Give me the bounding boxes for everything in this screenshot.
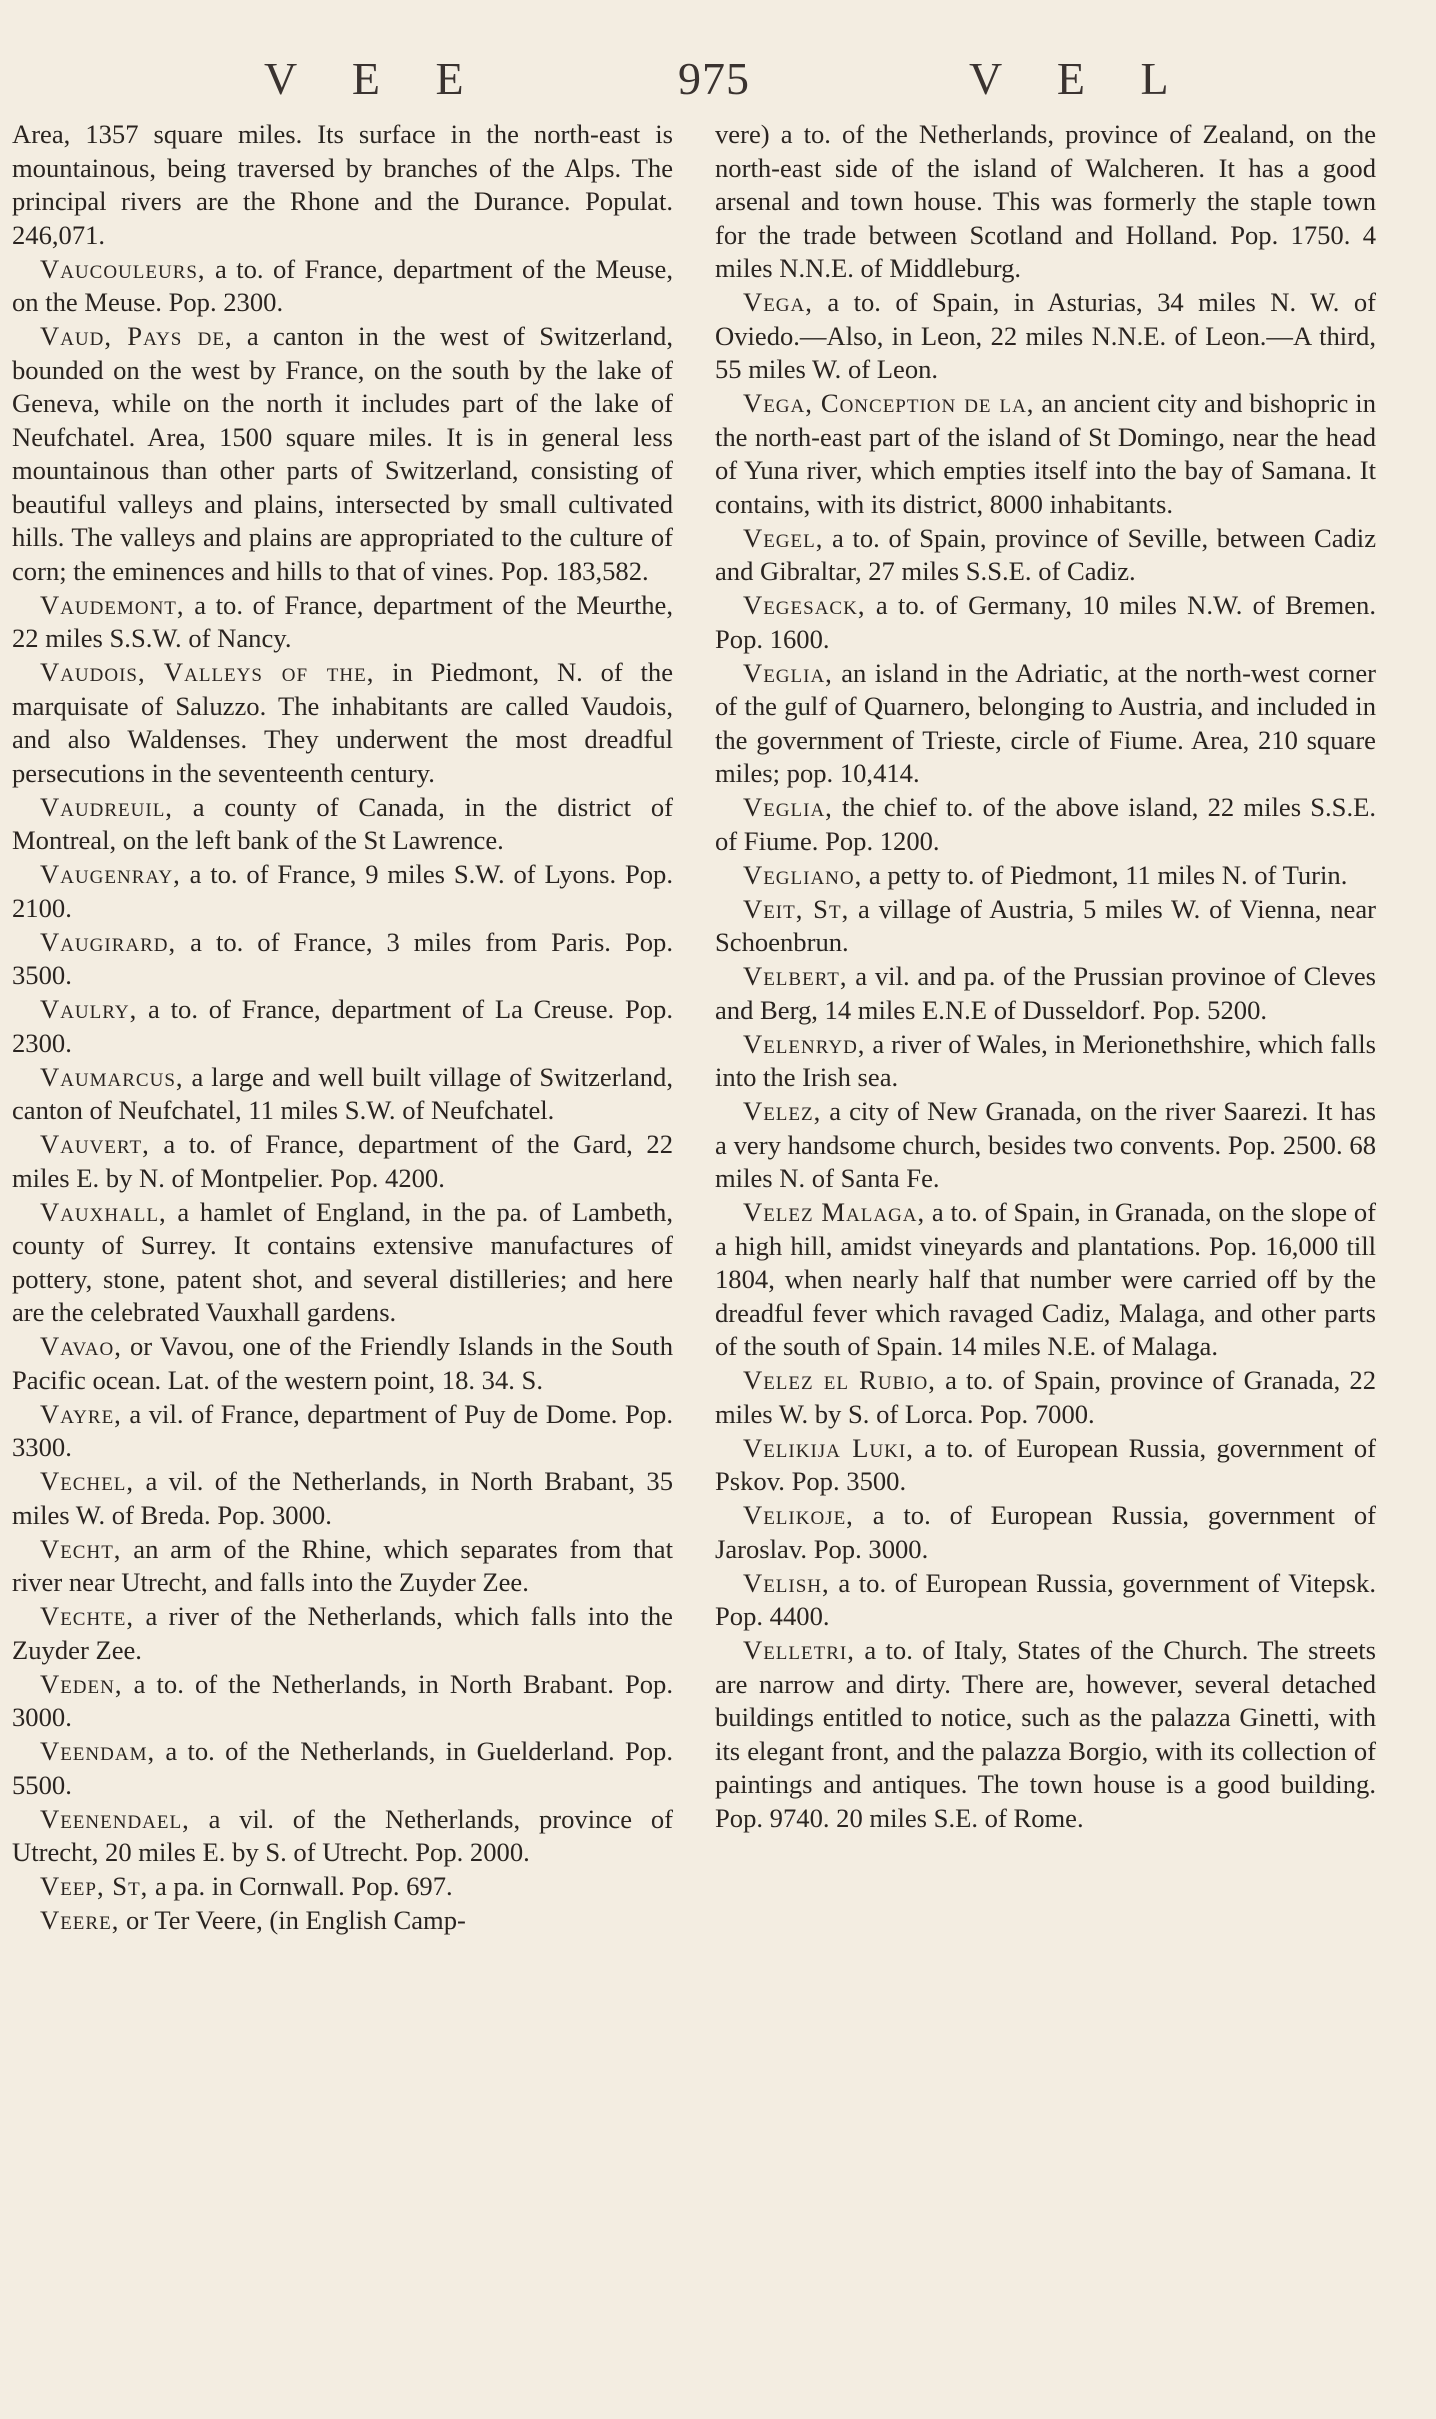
entry-text: or Ter Veere, (in English Camp-: [119, 1905, 466, 1935]
entry-headword: Veendam,: [40, 1736, 156, 1766]
entry-text: a vil. of the Netherlands, in North Brabant, 35 miles W. of Breda. Pop. 3000.: [12, 1466, 673, 1530]
gazetteer-entry: [12, 1735, 673, 1802]
entry-headword: Vaudreuil,: [40, 791, 173, 822]
entry-text: a to. of France, 9 miles S.W. of Lyons. Pop. 2100.: [12, 859, 673, 923]
entry-headword: Vaudemont,: [40, 589, 185, 620]
entry-text: a to. of Spain, in Asturias, 34 miles N. W. of Oviedo.—Also, in Leon, 22 miles N.N.E. of Leon.—A third, 55 miles W. of Leon.: [715, 287, 1376, 384]
entry-text: a river of Wales, in Merionethshire, which falls into the Irish sea.: [715, 1028, 1376, 1092]
entry-headword: Vegliano,: [743, 859, 863, 890]
gazetteer-entry: [715, 893, 1376, 960]
entry-text: vere) a to. of the Netherlands, province of Zealand, on the north-east side of the island of Walcheren. It has a good arsenal and town house. This was formerly the staple town for the trade between Scotland and Holland. Pop. 1750. 4 miles N.N.E. of Middleburg.: [715, 119, 1376, 283]
entry-headword: Vega, Conception de la,: [743, 388, 1035, 418]
entry-headword: Veere,: [40, 1905, 120, 1935]
entry-text: the chief to. of the above island, 22 miles S.S.E. of Fiume. Pop. 1200.: [715, 792, 1376, 856]
entry-text: a vil. and pa. of the Prussian provinoe of Cleves and Berg, 14 miles E.N.E of Dusseldorf. Pop. 5200.: [715, 961, 1376, 1025]
entry-headword: Vechte,: [40, 1601, 135, 1631]
entry-text: a to. of the Netherlands, in North Brabant. Pop. 3000.: [12, 1668, 673, 1732]
entry-text: a to. of the Netherlands, in Guelderland. Pop. 5500.: [12, 1736, 673, 1800]
entry-text: a to. of European Russia, government of Jaroslav. Pop. 3000.: [715, 1500, 1376, 1564]
entry-headword: Velikija Luki,: [743, 1432, 914, 1463]
entry-text: an island in the Adriatic, at the north-west corner of the gulf of Quarnero, belonging to Austria, and included in the government of Trieste, circle of Fiume. Area, 210 square miles; pop. 10,414.: [715, 657, 1376, 788]
entry-headword: Vauxhall,: [40, 1196, 167, 1227]
entry-headword: Velletri,: [743, 1635, 855, 1665]
entry-text: Area, 1357 square miles. Its surface in the north-east is mountainous, being traversed by branches of the Alps. The principal rivers are the Rhone and the Durance. Populat. 246,071.: [12, 119, 673, 250]
entry-headword: Vaudois, Valleys of the,: [40, 657, 375, 687]
entry-headword: Vaucouleurs,: [40, 253, 206, 284]
entry-text: a to. of European Russia, government of Pskov. Pop. 3500.: [715, 1432, 1376, 1496]
header-right-guide: V E L: [969, 53, 1173, 104]
gazetteer-entry: [12, 1398, 673, 1465]
entry-headword: Vaud, Pays de,: [40, 321, 233, 351]
entry-text: a large and well built village of Switzerland, canton of Neufchatel, 11 miles S.W. of Neufchatel.: [12, 1061, 673, 1125]
page-number: 975: [678, 53, 750, 104]
gazetteer-entry: [12, 926, 673, 993]
entry-headword: Velenryd,: [743, 1028, 866, 1059]
gazetteer-entry: [12, 1600, 673, 1667]
gazetteer-entry: [12, 253, 673, 320]
gazetteer-entry: [715, 1364, 1376, 1431]
gazetteer-entry: [12, 1803, 673, 1870]
gazetteer-entry: [715, 286, 1376, 387]
entry-headword: Velish,: [743, 1567, 830, 1598]
gazetteer-entry: [12, 1330, 673, 1397]
entry-text: a to. of European Russia, government of Vitepsk. Pop. 4400.: [715, 1567, 1376, 1631]
left-column: [12, 118, 673, 1938]
gazetteer-entry: [12, 589, 673, 656]
entry-headword: Velbert,: [743, 961, 848, 991]
entry-headword: Veglia,: [743, 792, 833, 822]
entry-headword: Vaugenray,: [40, 859, 181, 889]
entry-text: a vil. of the Netherlands, province of Utrecht, 20 miles E. by S. of Utrecht. Pop. 2000.: [12, 1803, 673, 1867]
gazetteer-entry: [715, 1499, 1376, 1566]
entry-text: a to. of France, department of the Meuse, on the Meuse. Pop. 2300.: [12, 253, 673, 317]
gazetteer-entry: [715, 1432, 1376, 1499]
running-header: [12, 52, 1376, 106]
gazetteer-entry: [12, 1870, 673, 1904]
gazetteer-entry: [715, 859, 1376, 893]
entry-text: a to. of France, department of La Creuse. Pop. 2300.: [12, 994, 673, 1058]
gazetteer-entry: [715, 1196, 1376, 1364]
entry-text: a to. of Spain, province of Granada, 22 miles W. by S. of Lorca. Pop. 7000.: [715, 1365, 1377, 1429]
entry-headword: Vauvert,: [40, 1129, 150, 1159]
entry-headword: Vegesack,: [743, 590, 866, 620]
entry-text: a canton in the west of Switzerland, bounded on the west by France, on the south by the lake of Geneva, while on the north it includes part of the lake of Neufchatel. Area, 1500 square miles. It is in general less mountainous than other parts of Switzerland, consisting of beautiful valleys and plains, intersected by small cultivated hills. The valleys and plains are appropriated to the culture of corn; the eminences and hills to that of vines. Pop. 183,582.: [12, 321, 673, 586]
gazetteer-entry: [12, 1196, 673, 1330]
right-column: [715, 118, 1376, 1938]
entry-headword: Vaugirard,: [40, 926, 177, 957]
entry-text: a pa. in Cornwall. Pop. 697.: [148, 1871, 453, 1901]
gazetteer-entry: [12, 1668, 673, 1735]
entry-headword: Vecht,: [40, 1533, 122, 1564]
entry-text: a to. of France, department of the Meurthe, 22 miles S.S.W. of Nancy.: [12, 589, 673, 653]
entry-text: a petty to. of Piedmont, 11 miles N. of Turin.: [862, 859, 1348, 890]
entry-headword: Veenendael,: [40, 1803, 190, 1834]
gazetteer-entry: [12, 791, 673, 858]
entry-text: a county of Canada, in the district of Montreal, on the left bank of the St Lawrence.: [12, 791, 673, 855]
gazetteer-entry: [12, 1465, 673, 1532]
entry-headword: Vaumarcus,: [40, 1061, 184, 1092]
gazetteer-entry: [715, 1634, 1376, 1835]
entry-headword: Veep, St,: [40, 1871, 149, 1901]
entry-text: a to. of Spain, province of Seville, between Cadiz and Gibraltar, 27 miles S.S.E. of Cadiz.: [715, 522, 1376, 586]
header-left-guide: V E E: [264, 53, 468, 104]
entry-text: a to. of France, department of the Gard, 22 miles E. by N. of Montpelier. Pop. 4200.: [12, 1129, 673, 1193]
gazetteer-entry: [12, 1128, 673, 1195]
entry-headword: Vaulry,: [40, 994, 138, 1024]
gazetteer-entry: [12, 993, 673, 1060]
entry-headword: Velez Malaga,: [743, 1197, 926, 1227]
gazetteer-entry: [12, 320, 673, 588]
entry-headword: Velez el Rubio,: [743, 1365, 936, 1395]
entry-headword: Vega,: [743, 287, 813, 317]
entry-headword: Veden,: [40, 1668, 123, 1699]
gazetteer-entry: [12, 1533, 673, 1600]
entry-text: in Piedmont, N. of the marquisate of Saluzzo. The inhabitants are called Vaudois, and also Waldenses. They underwent the most dreadful persecutions in the seventeenth century.: [12, 657, 673, 788]
entry-headword: Vayre,: [40, 1398, 122, 1429]
entry-headword: Veit, St,: [743, 893, 850, 924]
entry-headword: Velez,: [743, 1096, 822, 1126]
entry-text: a city of New Granada, on the river Saarezi. It has a very handsome church, besides two convents. Pop. 2500. 68 miles N. of Santa Fe.: [715, 1096, 1376, 1193]
gazetteer-entry: [715, 1095, 1376, 1196]
gazetteer-entry: [12, 1904, 673, 1938]
entry-headword: Vegel,: [743, 522, 824, 553]
entry-text: a to. of Germany, 10 miles N.W. of Bremen. Pop. 1600.: [715, 590, 1376, 654]
gazetteer-entry: [715, 589, 1376, 656]
gazetteer-entry: [715, 1567, 1376, 1634]
entry-text: a hamlet of England, in the pa. of Lambeth, county of Surrey. It contains extensive manufactures of pottery, stone, patent shot, and several distilleries; and here are the celebrated Vauxhall gardens.: [12, 1196, 673, 1327]
text-columns: [12, 118, 1376, 1938]
gazetteer-entry: [12, 1061, 673, 1128]
gazetteer-entry: [12, 656, 673, 790]
gazetteer-entry: [12, 858, 673, 925]
gazetteer-entry: [715, 657, 1376, 791]
entry-headword: Velikoje,: [743, 1500, 854, 1530]
entry-text: a to. of Spain, in Granada, on the slope of a high hill, amidst vineyards and plantations. Pop. 16,000 till 1804, when nearly half that number were carried off by the dreadful fever which ravaged Cadiz, Malaga, and other parts of the south of Spain. 14 miles N.E. of Malaga.: [715, 1197, 1376, 1361]
entry-headword: Vavao,: [40, 1331, 122, 1361]
entry-text: a village of Austria, 5 miles W. of Vienna, near Schoenbrun.: [715, 893, 1376, 957]
entry-text: a river of the Netherlands, which falls into the Zuyder Zee.: [12, 1601, 673, 1665]
gazetteer-entry: [715, 522, 1376, 589]
gazetteer-entry: [715, 387, 1376, 521]
gazetteer-entry: [715, 791, 1376, 858]
gazetteer-entry: [715, 960, 1376, 1027]
gazetteer-entry: [715, 118, 1376, 286]
entry-headword: Veglia,: [743, 657, 833, 688]
entry-headword: Vechel,: [40, 1466, 135, 1496]
entry-text: or Vavou, one of the Friendly Islands in the South Pacific ocean. Lat. of the western point, 18. 34. S.: [12, 1331, 673, 1395]
entry-text: a to. of Italy, States of the Church. The streets are narrow and dirty. There are, however, several detached buildings entitled to notice, such as the palazza Ginetti, with its elegant front, and the palazza Borgio, with its collection of paintings and antiques. The town house is a good building. Pop. 9740. 20 miles S.E. of Rome.: [715, 1635, 1376, 1833]
entry-text: an ancient city and bishopric in the north-east part of the island of St Domingo, near the head of Yuna river, which empties itself into the bay of Samana. It contains, with its district, 8000 inhabitants.: [715, 388, 1376, 519]
entry-text: an arm of the Rhine, which separates from that river near Utrecht, and falls into the Zuyder Zee.: [12, 1533, 673, 1597]
gazetteer-entry: [12, 118, 673, 252]
gazetteer-entry: [715, 1028, 1376, 1095]
entry-text: a to. of France, 3 miles from Paris. Pop. 3500.: [12, 926, 673, 990]
entry-text: a vil. of France, department of Puy de Dome. Pop. 3300.: [12, 1398, 673, 1462]
